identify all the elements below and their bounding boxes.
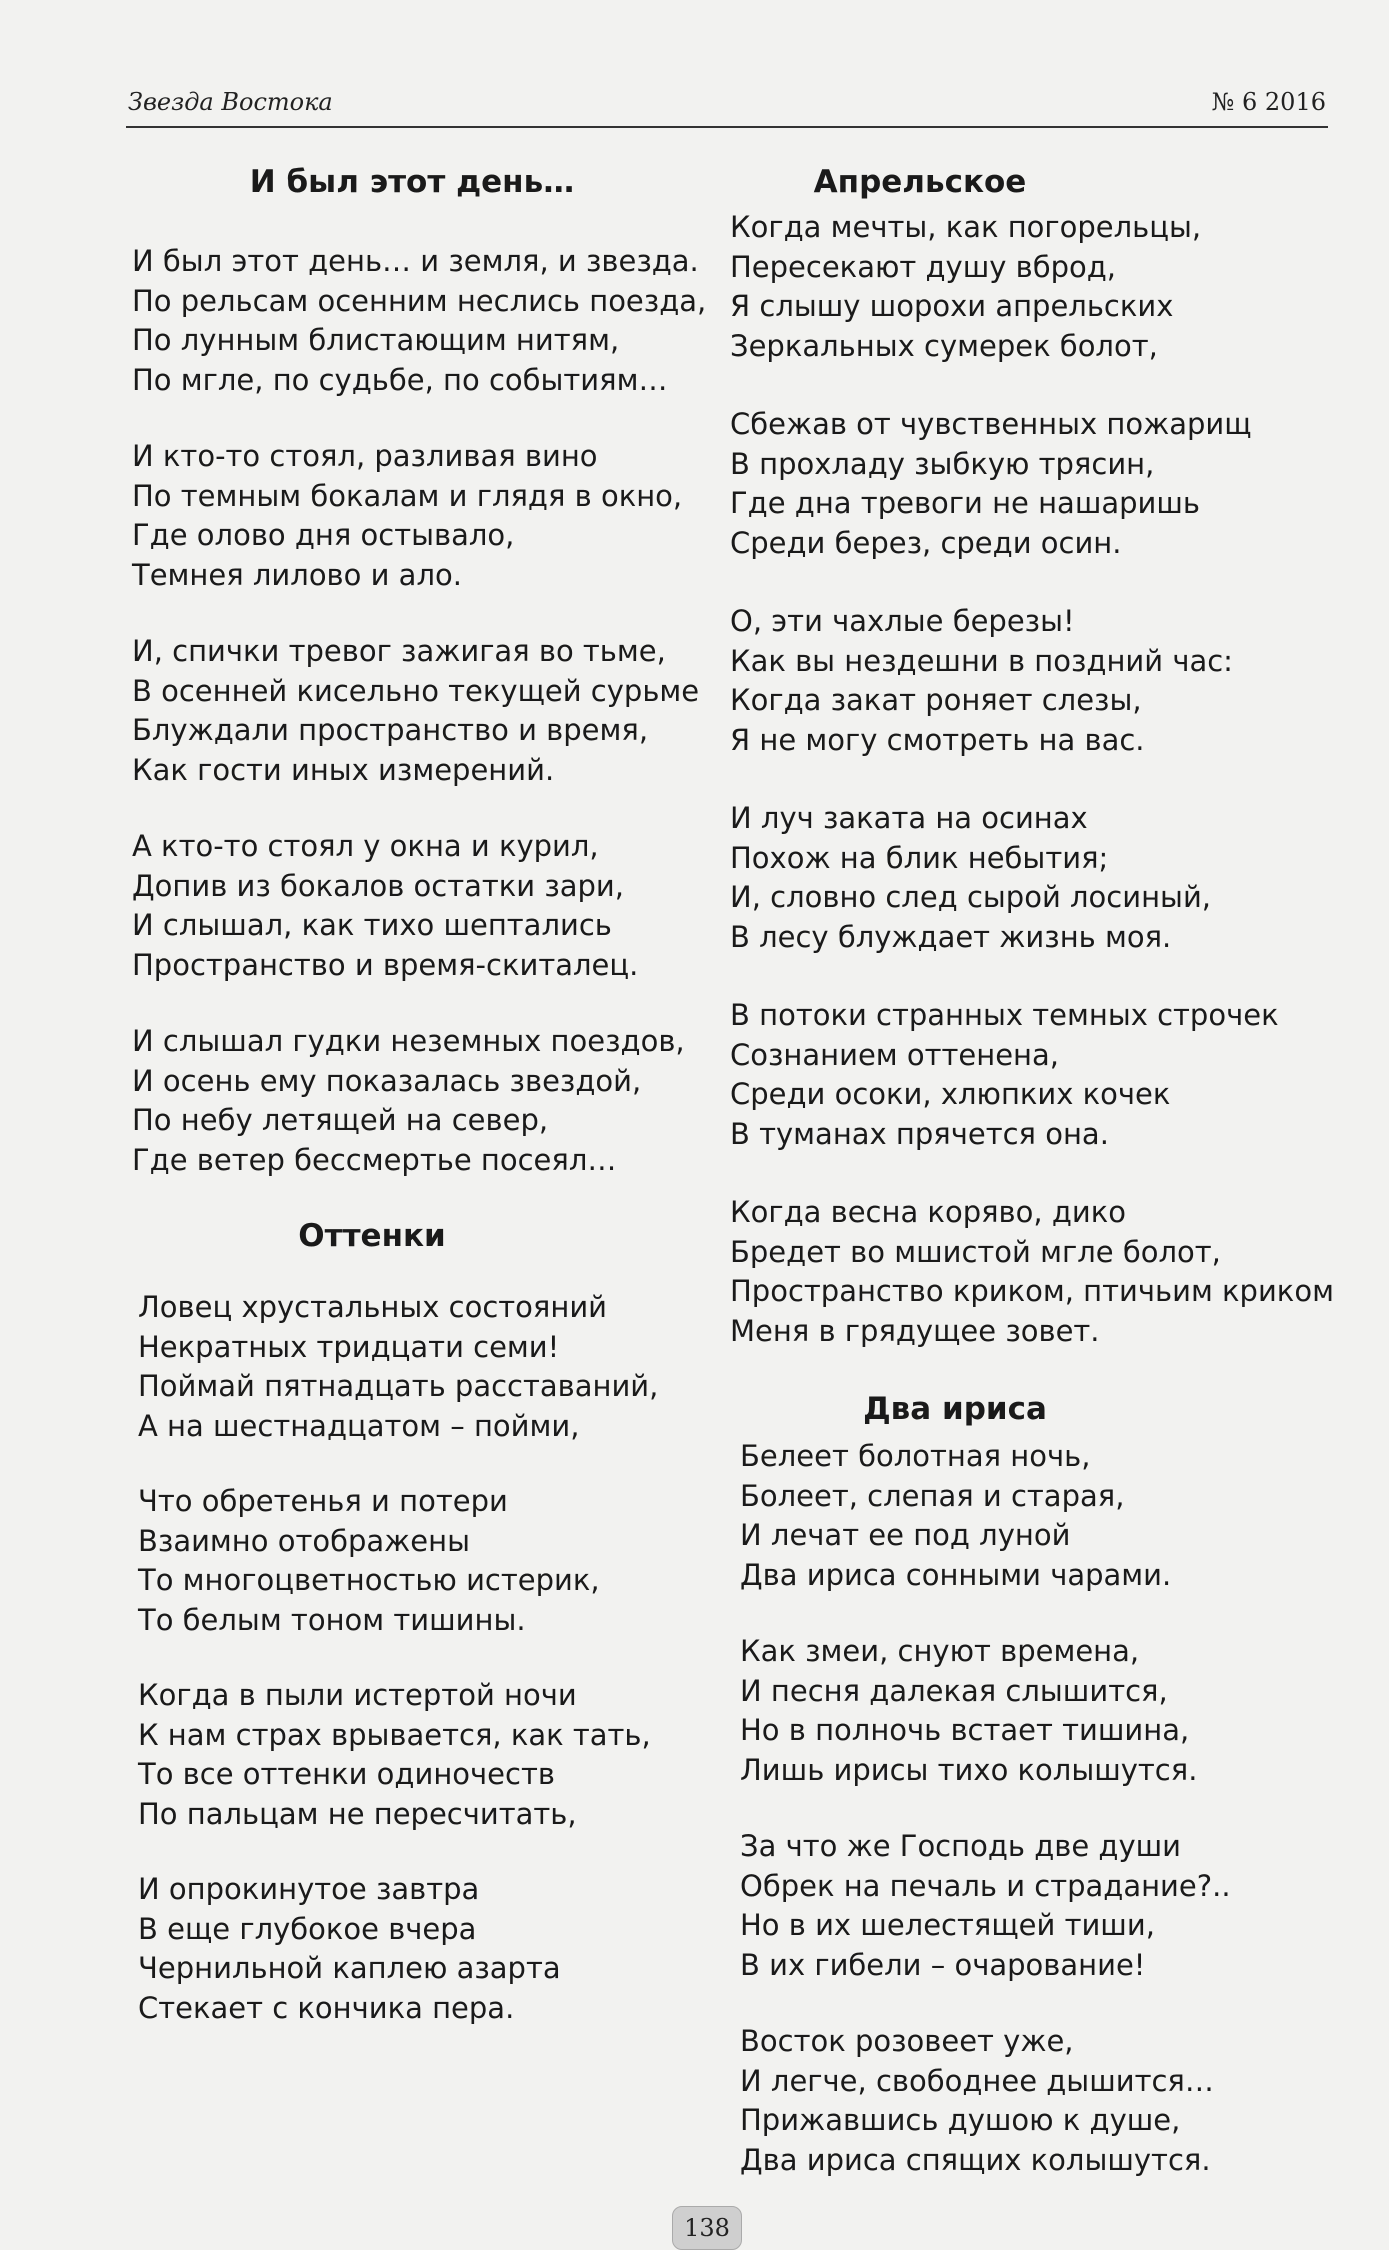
poem-line: То все оттенки одиночеств bbox=[138, 1757, 555, 1791]
poem-line: По лунным блистающим нитям, bbox=[132, 323, 620, 357]
poem-line: Прижавшись душою к душе, bbox=[740, 2103, 1181, 2137]
poem-line: И слышал, как тихо шептались bbox=[132, 908, 612, 942]
stanza bbox=[740, 1827, 1350, 1985]
poem-line: Чернильной каплею азарта bbox=[138, 1951, 561, 1985]
poem-line: В прохладу зыбкую трясин, bbox=[730, 446, 1155, 481]
poem-body bbox=[132, 242, 707, 1180]
poem-title: И был этот день… bbox=[249, 164, 575, 200]
left-column bbox=[132, 160, 707, 2028]
stanza bbox=[138, 1676, 692, 1834]
poem-line: Зеркальных сумерек болот, bbox=[730, 328, 1158, 363]
stanza bbox=[132, 242, 707, 400]
poem-line: То многоцветностью истерик, bbox=[138, 1563, 600, 1597]
poem-line: По рельсам осенним неслись поезда, bbox=[132, 283, 707, 318]
poem-line: В еще глубокое вчера bbox=[138, 1911, 477, 1946]
poem-line: В их гибели – очарование! bbox=[740, 1947, 1146, 1982]
poem-line: Ловец хрустальных состояний bbox=[138, 1290, 608, 1324]
poem-line: Поймай пятнадцать расставаний, bbox=[138, 1369, 659, 1403]
poem-line: И луч заката на осинах bbox=[730, 801, 1088, 835]
poem-body bbox=[730, 208, 1350, 1351]
poem-title: Два ириса bbox=[863, 1391, 1047, 1427]
poem-line: Два ириса спящих колышутся. bbox=[740, 2142, 1211, 2177]
poem-line: Среди берез, среди осин. bbox=[730, 525, 1122, 560]
poem-line: Что обретенья и потери bbox=[138, 1484, 508, 1518]
poem-line: Темнея лилово и ало. bbox=[132, 557, 462, 592]
right-column bbox=[730, 160, 1350, 2180]
poem-line: Пространство криком, птичьим криком bbox=[730, 1274, 1334, 1308]
poem-line: И был этот день… и земля, и звезда. bbox=[132, 244, 699, 278]
stanza bbox=[138, 1870, 692, 2028]
poem-line: Два ириса сонными чарами. bbox=[740, 1557, 1172, 1592]
poem-line: Я слышу шорохи апрельских bbox=[730, 289, 1174, 323]
poem-line: По темным бокалам и глядя в окно, bbox=[132, 478, 683, 513]
poem-line: Среди осоки, хлюпких кочек bbox=[730, 1077, 1171, 1111]
poem-line: Когда закат роняет слезы, bbox=[730, 683, 1142, 717]
poem-line: Когда весна коряво, дико bbox=[730, 1195, 1126, 1229]
journal-title: Звезда Востока bbox=[128, 88, 333, 116]
poem-line: И лечат ее под луной bbox=[740, 1518, 1071, 1552]
poem-line: По пальцам не пересчитать, bbox=[138, 1796, 577, 1831]
poem-line: В лесу блуждает жизнь моя. bbox=[730, 919, 1172, 954]
poem-line: Взаимно отображены bbox=[138, 1523, 470, 1558]
poem-line: Похож на блик небытия; bbox=[730, 840, 1109, 875]
poem-line: Я не могу смотреть на вас. bbox=[730, 722, 1145, 757]
stanza bbox=[132, 827, 692, 985]
poem-line: А кто-то стоял у окна и курил, bbox=[132, 829, 599, 863]
poem-line: Обрек на печаль и страдание?.. bbox=[740, 1868, 1231, 1903]
poem-line: Лишь ирисы тихо колышутся. bbox=[740, 1752, 1198, 1787]
poem-body bbox=[132, 1288, 692, 2028]
stanza bbox=[730, 208, 1350, 366]
poem-line: Но в их шелестящей тиши, bbox=[740, 1908, 1155, 1942]
poem-line: И кто-то стоял, разливая вино bbox=[132, 439, 598, 473]
stanza bbox=[138, 1482, 692, 1640]
poem-line: За что же Господь две души bbox=[740, 1829, 1181, 1863]
stanza bbox=[132, 632, 700, 790]
poem-line: И, словно след сырой лосиный, bbox=[730, 880, 1212, 914]
poem-line: Как гости иных измерений. bbox=[132, 752, 555, 787]
poem-line: Меня в грядущее зовет. bbox=[730, 1313, 1100, 1348]
poem-line: Допив из бокалов остатки зари, bbox=[132, 868, 624, 903]
poem-line: Где ветер бессмертье посеял… bbox=[132, 1142, 617, 1177]
poem-line: К нам страх врывается, как тать, bbox=[138, 1717, 651, 1752]
poem-line: Когда мечты, как погорельцы, bbox=[730, 210, 1202, 244]
stanza bbox=[132, 1022, 692, 1180]
poem-line: По мгле, по судьбе, по событиям… bbox=[132, 362, 668, 397]
poem-line: В потоки странных темных строчек bbox=[730, 998, 1279, 1032]
poem-line: Блуждали пространство и время, bbox=[132, 713, 649, 747]
poem-line: И песня далекая слышится, bbox=[740, 1673, 1168, 1708]
poem-line: Как змеи, снуют времена, bbox=[740, 1634, 1140, 1668]
poem-line: В туманах прячется она. bbox=[730, 1116, 1109, 1151]
poem-line: Где дна тревоги не нашаришь bbox=[730, 486, 1201, 520]
stanza bbox=[740, 1437, 1350, 1595]
stanza bbox=[730, 602, 1350, 760]
stanza bbox=[740, 2022, 1350, 2180]
issue-number: № 6 2016 bbox=[1211, 88, 1326, 116]
poem-line: Восток розовеет уже, bbox=[740, 2024, 1074, 2058]
poem-line: Бредет во мшистой мгле болот, bbox=[730, 1234, 1221, 1269]
stanza bbox=[730, 405, 1350, 563]
page-number: 138 bbox=[672, 2206, 742, 2250]
poem-line: А на шестнадцатом – пойми, bbox=[138, 1408, 580, 1443]
poem-line: В осенней кисельно текущей сурьме bbox=[132, 673, 700, 708]
poem-line: И осень ему показалась звездой, bbox=[132, 1063, 642, 1098]
poem-line: Белеет болотная ночь, bbox=[740, 1439, 1091, 1473]
running-header bbox=[126, 86, 1328, 128]
poem-line: Сбежав от чувственных пожарищ bbox=[730, 407, 1252, 441]
poem-line: Некратных тридцати семи! bbox=[138, 1329, 560, 1364]
poem-line: И опрокинутое завтра bbox=[138, 1872, 480, 1906]
poem-line: И слышал гудки неземных поездов, bbox=[132, 1024, 685, 1058]
poem-line: То белым тоном тишины. bbox=[138, 1602, 526, 1637]
poem-line: Как вы нездешни в поздний час: bbox=[730, 643, 1233, 678]
stanza bbox=[138, 1288, 692, 1446]
poem-line: Пространство и время-скиталец. bbox=[132, 947, 639, 982]
stanza bbox=[730, 1193, 1350, 1351]
poem-line: И, спички тревог зажигая во тьме, bbox=[132, 634, 666, 668]
poem-title: Оттенки bbox=[298, 1218, 446, 1254]
stanza bbox=[132, 437, 692, 595]
poem-line: Стекает с кончика пера. bbox=[138, 1990, 515, 2025]
poem-line: Пересекают душу вброд, bbox=[730, 249, 1117, 284]
poem-line: Где олово дня остывало, bbox=[132, 518, 515, 552]
poem-line: Когда в пыли истертой ночи bbox=[138, 1678, 577, 1712]
poem-line: Болеет, слепая и старая, bbox=[740, 1478, 1125, 1513]
stanza bbox=[730, 799, 1350, 957]
stanza bbox=[730, 996, 1350, 1154]
poem-line: Сознанием оттенена, bbox=[730, 1037, 1060, 1072]
stanza bbox=[740, 1632, 1350, 1790]
poem-body bbox=[730, 1437, 1350, 2180]
poem-title: Апрельское bbox=[813, 164, 1027, 200]
poem-line: И легче, свободнее дышится… bbox=[740, 2063, 1214, 2098]
poem-line: По небу летящей на север, bbox=[132, 1103, 549, 1137]
poem-line: О, эти чахлые березы! bbox=[730, 604, 1075, 638]
poem-line: Но в полночь встает тишина, bbox=[740, 1713, 1190, 1747]
